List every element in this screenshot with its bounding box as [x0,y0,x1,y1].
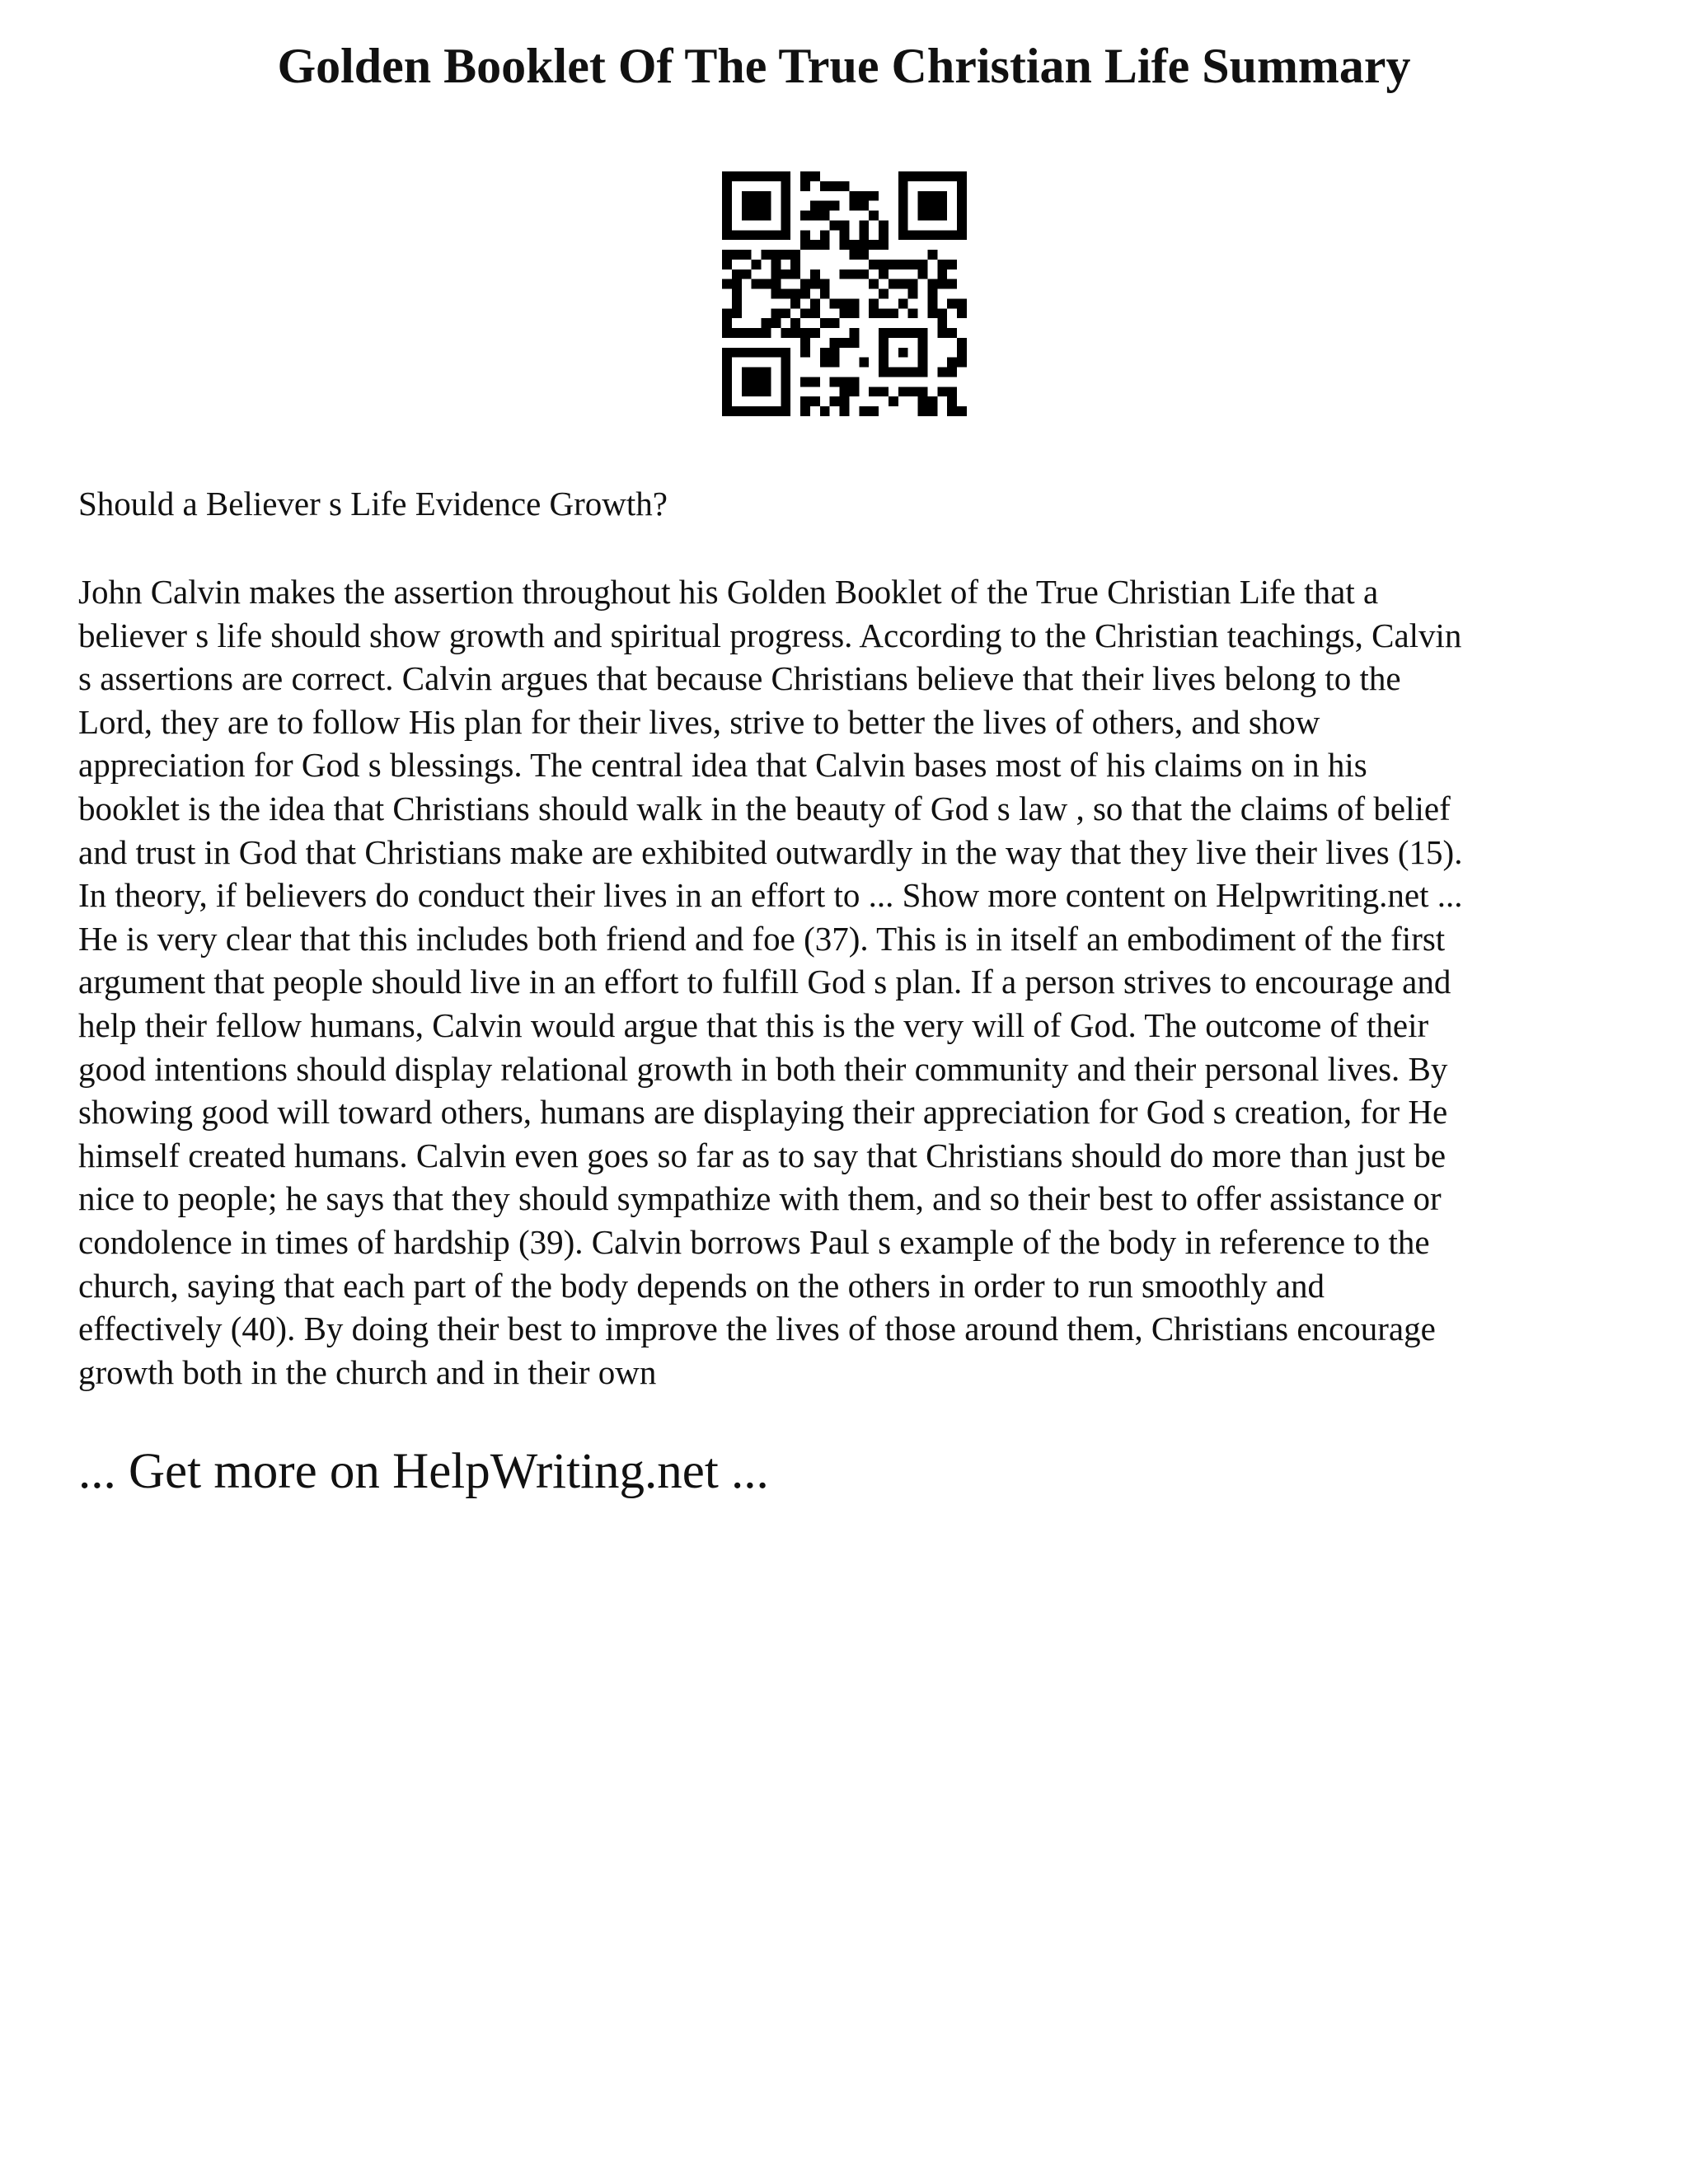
section-heading: Should a Believer s Life Evidence Growth? [78,485,668,523]
body-line: effectively (40). By doing their best to improve the lives of those around them, Christians encourage [78,1310,1436,1348]
qr-code-icon[interactable] [722,171,967,416]
body-line: believer s life should show growth and spiritual progress. According to the Christian teachings, Calvin [78,616,1462,654]
body-line: He is very clear that this includes both friend and foe (37). This is in itself an embodiment of the first [78,919,1446,958]
body-line: good intentions should display relational growth in both their community and their personal lives. By [78,1049,1448,1088]
body-line: help their fellow humans, Calvin would argue that this is the very will of God. The outcome of their [78,1005,1429,1044]
body-line: Lord, they are to follow His plan for their lives, strive to better the lives of others, and show [78,702,1320,741]
body-line: himself created humans. Calvin even goes so far as to say that Christians should do more than just be [78,1136,1447,1174]
page-title: Golden Booklet Of The True Christian Life Summary [277,39,1411,93]
body-line: and trust in God that Christians make are exhibited outwardly in the way that they live their lives (15). [78,832,1463,871]
body-line: John Calvin makes the assertion throughout his Golden Booklet of the True Christian Life that a [78,573,1379,611]
body-line: growth both in the church and in their own [78,1352,657,1391]
body-line: booklet is the idea that Christians should walk in the beauty of God s law , so that the claims of belief [78,789,1451,827]
body-line: appreciation for God s blessings. The central idea that Calvin bases most of his claims on in his [78,746,1367,785]
body-line: s assertions are correct. Calvin argues that because Christians believe that their lives belong to the [78,659,1401,698]
body-line: church, saying that each part of the body depends on the others in order to run smoothly and [78,1266,1325,1305]
body-line: showing good will toward others, humans are displaying their appreciation for God s creation, for He [78,1093,1448,1132]
body-paragraph [78,570,1611,1394]
body-line: condolence in times of hardship (39). Calvin borrows Paul s example of the body in reference to the [78,1222,1430,1261]
body-line: In theory, if believers do conduct their lives in an effort to ... Show more content on Helpwriting.net ... [78,876,1463,915]
get-more-link[interactable]: ... Get more on HelpWriting.net ... [78,1444,769,1499]
body-line: nice to people; he says that they should sympathize with them, and so their best to offer assistance or [78,1179,1442,1218]
body-line: argument that people should live in an effort to fulfill God s plan. If a person strives to encourage and [78,963,1451,1001]
